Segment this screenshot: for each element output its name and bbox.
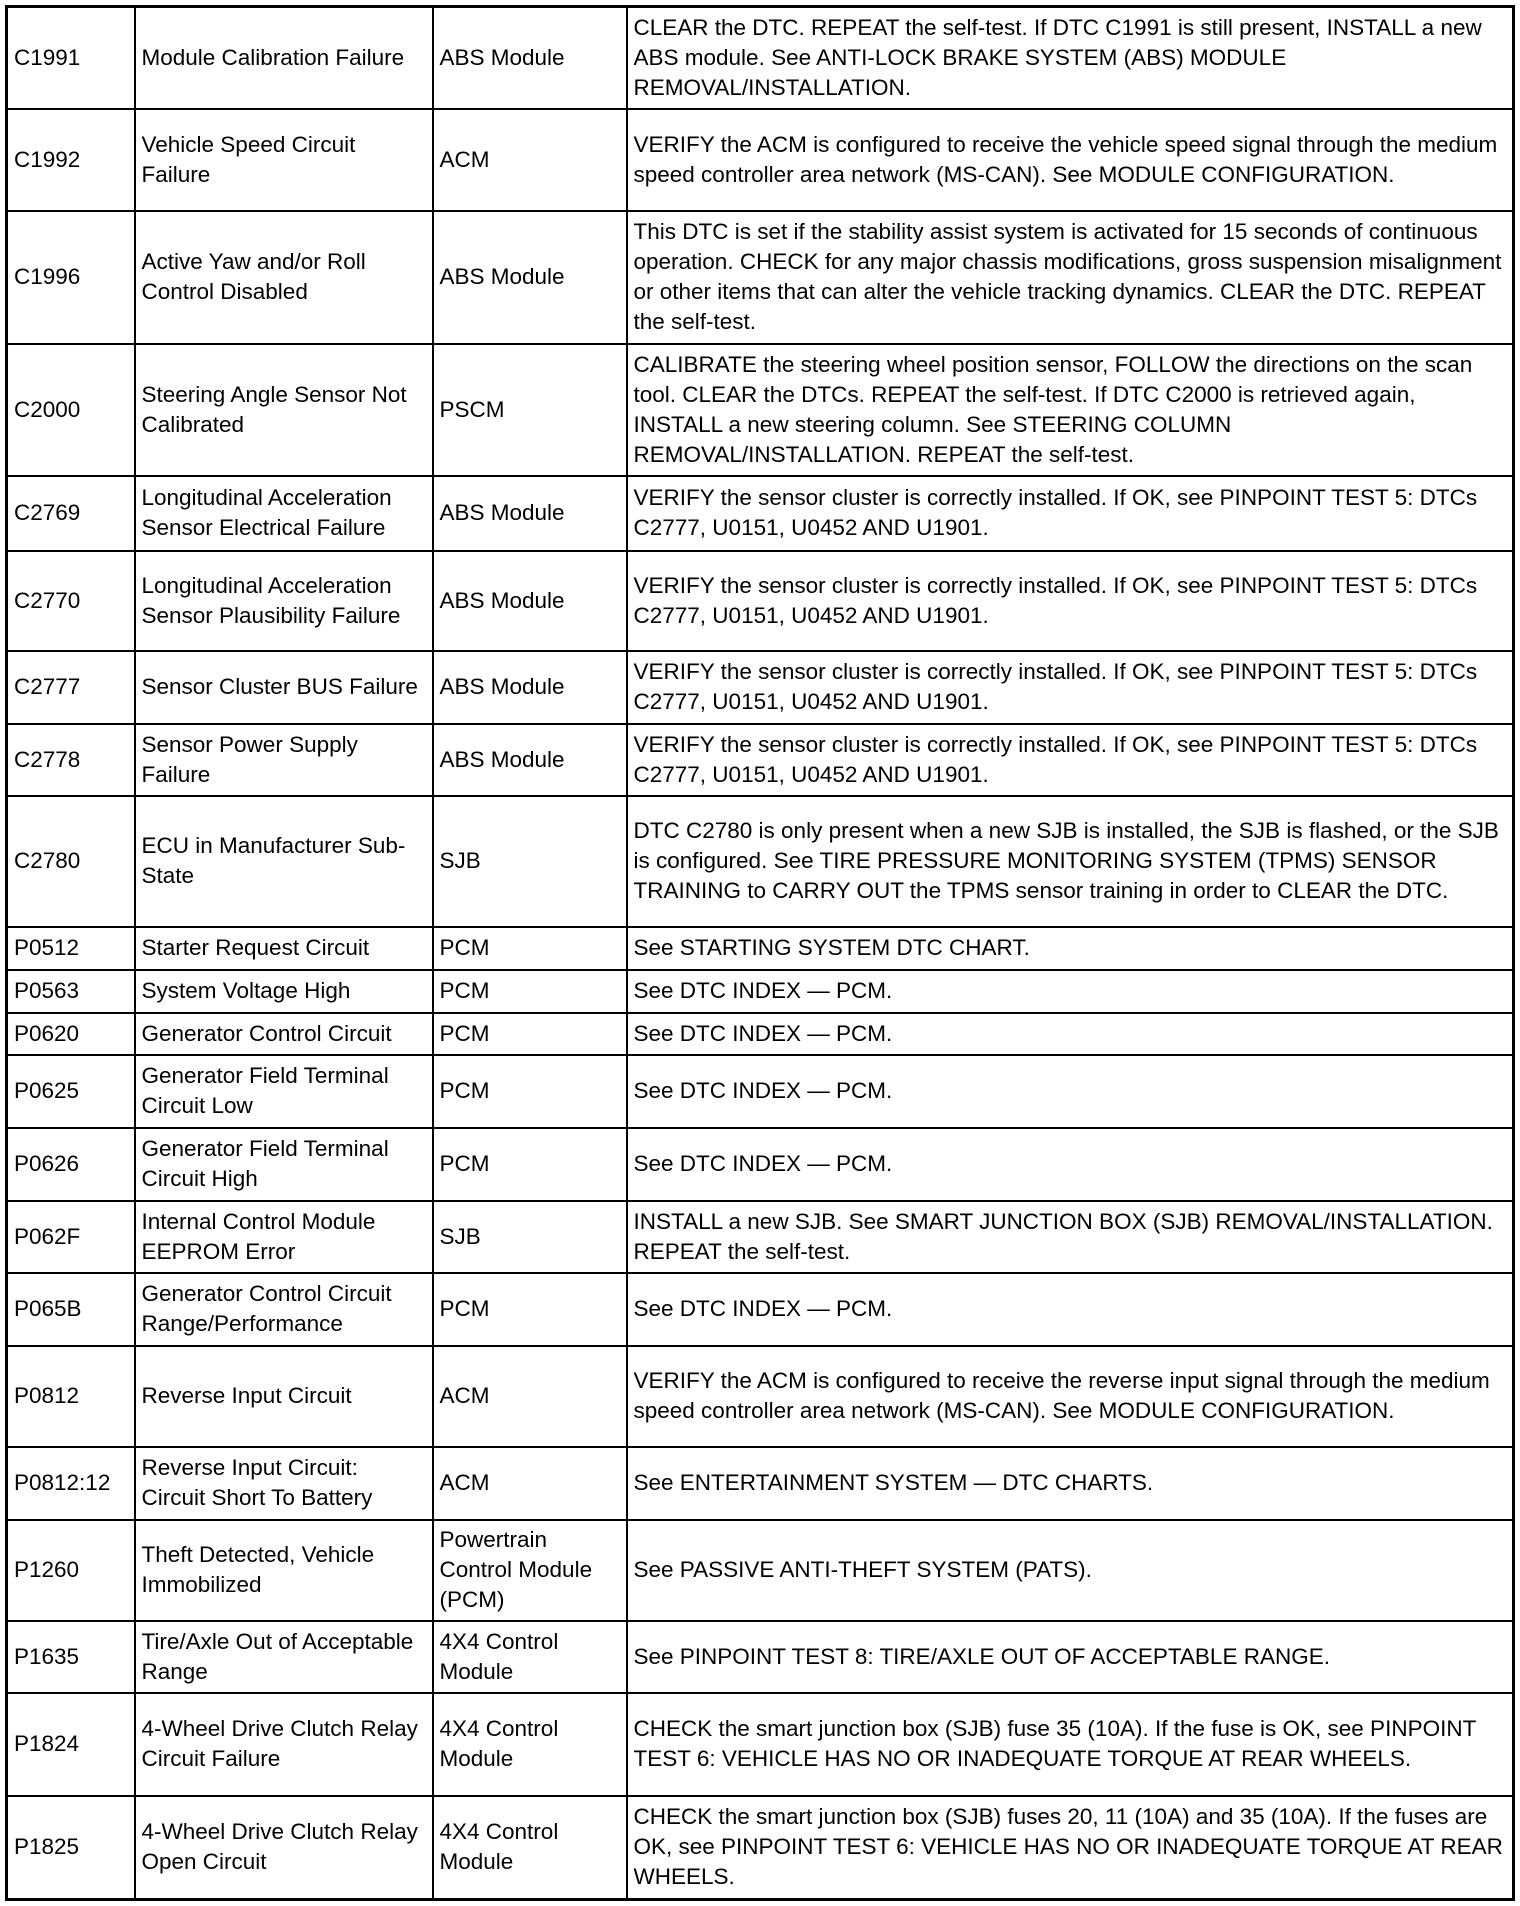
table-row (7, 211, 1514, 344)
dtc-code-cell: C1992 (7, 109, 135, 211)
table-row (7, 796, 1514, 927)
dtc-module-cell: PCM (433, 1013, 627, 1055)
dtc-description-cell: Theft Detected, Vehicle Immobilized (135, 1520, 433, 1621)
dtc-module-cell: ACM (433, 1447, 627, 1520)
dtc-description-cell: Generator Control Circuit Range/Performance (135, 1273, 433, 1346)
table-row (7, 7, 1514, 109)
dtc-action-cell: See PINPOINT TEST 8: TIRE/AXLE OUT OF ACCEPTABLE RANGE. (627, 1621, 1514, 1693)
dtc-action-cell: VERIFY the sensor cluster is correctly installed. If OK, see PINPOINT TEST 5: DTCs C2777, U0151, U0452 AND U1901. (627, 651, 1514, 724)
table-row (7, 1796, 1514, 1900)
dtc-description-cell: System Voltage High (135, 970, 433, 1013)
table-row (7, 724, 1514, 796)
dtc-code-cell: P0563 (7, 970, 135, 1013)
dtc-module-cell: ABS Module (433, 651, 627, 724)
dtc-description-cell: Generator Field Terminal Circuit High (135, 1128, 433, 1201)
dtc-code-cell: P0625 (7, 1055, 135, 1128)
dtc-module-cell: ACM (433, 1346, 627, 1447)
dtc-module-cell: PSCM (433, 344, 627, 476)
table-row (7, 1055, 1514, 1128)
dtc-code-cell: P0620 (7, 1013, 135, 1055)
dtc-module-cell: 4X4 Control Module (433, 1693, 627, 1796)
dtc-action-cell: DTC C2780 is only present when a new SJB is installed, the SJB is flashed, or the SJB is configured. See TIRE PRESSURE MONITORING SYSTEM (TPMS) SENSOR TRAINING to CARRY OUT the TPMS sensor training in order to CLEAR the DTC. (627, 796, 1514, 927)
dtc-description-cell: Longitudinal Acceleration Sensor Plausibility Failure (135, 551, 433, 651)
dtc-description-cell: Sensor Power Supply Failure (135, 724, 433, 796)
dtc-description-cell: Generator Field Terminal Circuit Low (135, 1055, 433, 1128)
dtc-module-cell: ABS Module (433, 724, 627, 796)
dtc-action-cell: See STARTING SYSTEM DTC CHART. (627, 927, 1514, 970)
dtc-description-cell: Internal Control Module EEPROM Error (135, 1201, 433, 1273)
dtc-code-cell: C2769 (7, 476, 135, 551)
dtc-action-cell: This DTC is set if the stability assist system is activated for 15 seconds of continuous operation. CHECK for any major chassis modifications, gross suspension misalignment or other items that can alter the vehicle tracking dynamics. CLEAR the DTC. REPEAT the self-test. (627, 211, 1514, 344)
dtc-module-cell: PCM (433, 1273, 627, 1346)
dtc-module-cell: 4X4 Control Module (433, 1796, 627, 1900)
dtc-description-cell: Module Calibration Failure (135, 7, 433, 109)
dtc-module-cell: Powertrain Control Module (PCM) (433, 1520, 627, 1621)
table-row (7, 551, 1514, 651)
dtc-code-cell: P1825 (7, 1796, 135, 1900)
dtc-code-cell: P0512 (7, 927, 135, 970)
dtc-module-cell: ABS Module (433, 551, 627, 651)
dtc-description-cell: Active Yaw and/or Roll Control Disabled (135, 211, 433, 344)
dtc-module-cell: PCM (433, 970, 627, 1013)
dtc-description-cell: 4-Wheel Drive Clutch Relay Circuit Failure (135, 1693, 433, 1796)
dtc-action-cell: See DTC INDEX — PCM. (627, 1273, 1514, 1346)
dtc-module-cell: PCM (433, 927, 627, 970)
dtc-code-cell: P0812:12 (7, 1447, 135, 1520)
dtc-action-cell: See ENTERTAINMENT SYSTEM — DTC CHARTS. (627, 1447, 1514, 1520)
dtc-module-cell: PCM (433, 1055, 627, 1128)
dtc-chart-table (5, 5, 1515, 1901)
dtc-code-cell: P062F (7, 1201, 135, 1273)
dtc-code-cell: C2770 (7, 551, 135, 651)
dtc-code-cell: C1996 (7, 211, 135, 344)
dtc-action-cell: See DTC INDEX — PCM. (627, 970, 1514, 1013)
table-row (7, 344, 1514, 476)
dtc-action-cell: See DTC INDEX — PCM. (627, 1013, 1514, 1055)
dtc-description-cell: Reverse Input Circuit (135, 1346, 433, 1447)
dtc-action-cell: VERIFY the sensor cluster is correctly installed. If OK, see PINPOINT TEST 5: DTCs C2777, U0151, U0452 AND U1901. (627, 551, 1514, 651)
dtc-module-cell: ABS Module (433, 476, 627, 551)
table-row (7, 1621, 1514, 1693)
dtc-action-cell: VERIFY the ACM is configured to receive the reverse input signal through the medium speed controller area network (MS-CAN). See MODULE CONFIGURATION. (627, 1346, 1514, 1447)
dtc-description-cell: Longitudinal Acceleration Sensor Electrical Failure (135, 476, 433, 551)
dtc-code-cell: C2000 (7, 344, 135, 476)
dtc-code-cell: P065B (7, 1273, 135, 1346)
dtc-description-cell: Starter Request Circuit (135, 927, 433, 970)
dtc-description-cell: Generator Control Circuit (135, 1013, 433, 1055)
dtc-description-cell: Reverse Input Circuit: Circuit Short To Battery (135, 1447, 433, 1520)
dtc-code-cell: P0812 (7, 1346, 135, 1447)
table-row (7, 970, 1514, 1013)
table-row (7, 1346, 1514, 1447)
dtc-code-cell: C2778 (7, 724, 135, 796)
dtc-description-cell: ECU in Manufacturer Sub-State (135, 796, 433, 927)
table-row (7, 1520, 1514, 1621)
dtc-action-cell: INSTALL a new SJB. See SMART JUNCTION BOX (SJB) REMOVAL/INSTALLATION. REPEAT the self-test. (627, 1201, 1514, 1273)
table-row (7, 1013, 1514, 1055)
dtc-code-cell: P0626 (7, 1128, 135, 1201)
dtc-description-cell: Tire/Axle Out of Acceptable Range (135, 1621, 433, 1693)
dtc-module-cell: ABS Module (433, 7, 627, 109)
dtc-code-cell: P1260 (7, 1520, 135, 1621)
table-row (7, 1128, 1514, 1201)
dtc-module-cell: ACM (433, 109, 627, 211)
dtc-action-cell: CHECK the smart junction box (SJB) fuse 35 (10A). If the fuse is OK, see PINPOINT TEST 6: VEHICLE HAS NO OR INADEQUATE TORQUE AT REAR WHEELS. (627, 1693, 1514, 1796)
dtc-description-cell: Vehicle Speed Circuit Failure (135, 109, 433, 211)
table-row (7, 1447, 1514, 1520)
dtc-action-cell: See DTC INDEX — PCM. (627, 1055, 1514, 1128)
table-row (7, 476, 1514, 551)
table-row (7, 1201, 1514, 1273)
dtc-code-cell: C1991 (7, 7, 135, 109)
dtc-description-cell: Sensor Cluster BUS Failure (135, 651, 433, 724)
dtc-action-cell: VERIFY the ACM is configured to receive the vehicle speed signal through the medium speed controller area network (MS-CAN). See MODULE CONFIGURATION. (627, 109, 1514, 211)
dtc-description-cell: Steering Angle Sensor Not Calibrated (135, 344, 433, 476)
table-row (7, 1693, 1514, 1796)
dtc-module-cell: 4X4 Control Module (433, 1621, 627, 1693)
dtc-code-cell: P1824 (7, 1693, 135, 1796)
dtc-action-cell: VERIFY the sensor cluster is correctly installed. If OK, see PINPOINT TEST 5: DTCs C2777, U0151, U0452 AND U1901. (627, 724, 1514, 796)
dtc-code-cell: C2777 (7, 651, 135, 724)
table-row (7, 927, 1514, 970)
dtc-action-cell: CHECK the smart junction box (SJB) fuses 20, 11 (10A) and 35 (10A). If the fuses are OK, see PINPOINT TEST 6: VEHICLE HAS NO OR INADEQUATE TORQUE AT REAR WHEELS. (627, 1796, 1514, 1900)
dtc-action-cell: CALIBRATE the steering wheel position sensor, FOLLOW the directions on the scan tool. CLEAR the DTCs. REPEAT the self-test. If DTC C2000 is retrieved again, INSTALL a new steering column. See STEERING COLUMN REMOVAL/INSTALLATION. REPEAT the self-test. (627, 344, 1514, 476)
table-row (7, 651, 1514, 724)
table-row (7, 109, 1514, 211)
dtc-action-cell: CLEAR the DTC. REPEAT the self-test. If DTC C1991 is still present, INSTALL a new ABS module. See ANTI-LOCK BRAKE SYSTEM (ABS) MODULE REMOVAL/INSTALLATION. (627, 7, 1514, 109)
dtc-module-cell: ABS Module (433, 211, 627, 344)
dtc-module-cell: SJB (433, 1201, 627, 1273)
dtc-description-cell: 4-Wheel Drive Clutch Relay Open Circuit (135, 1796, 433, 1900)
dtc-action-cell: See DTC INDEX — PCM. (627, 1128, 1514, 1201)
dtc-code-cell: P1635 (7, 1621, 135, 1693)
dtc-code-cell: C2780 (7, 796, 135, 927)
dtc-module-cell: SJB (433, 796, 627, 927)
dtc-action-cell: VERIFY the sensor cluster is correctly installed. If OK, see PINPOINT TEST 5: DTCs C2777, U0151, U0452 AND U1901. (627, 476, 1514, 551)
dtc-action-cell: See PASSIVE ANTI-THEFT SYSTEM (PATS). (627, 1520, 1514, 1621)
dtc-module-cell: PCM (433, 1128, 627, 1201)
table-row (7, 1273, 1514, 1346)
